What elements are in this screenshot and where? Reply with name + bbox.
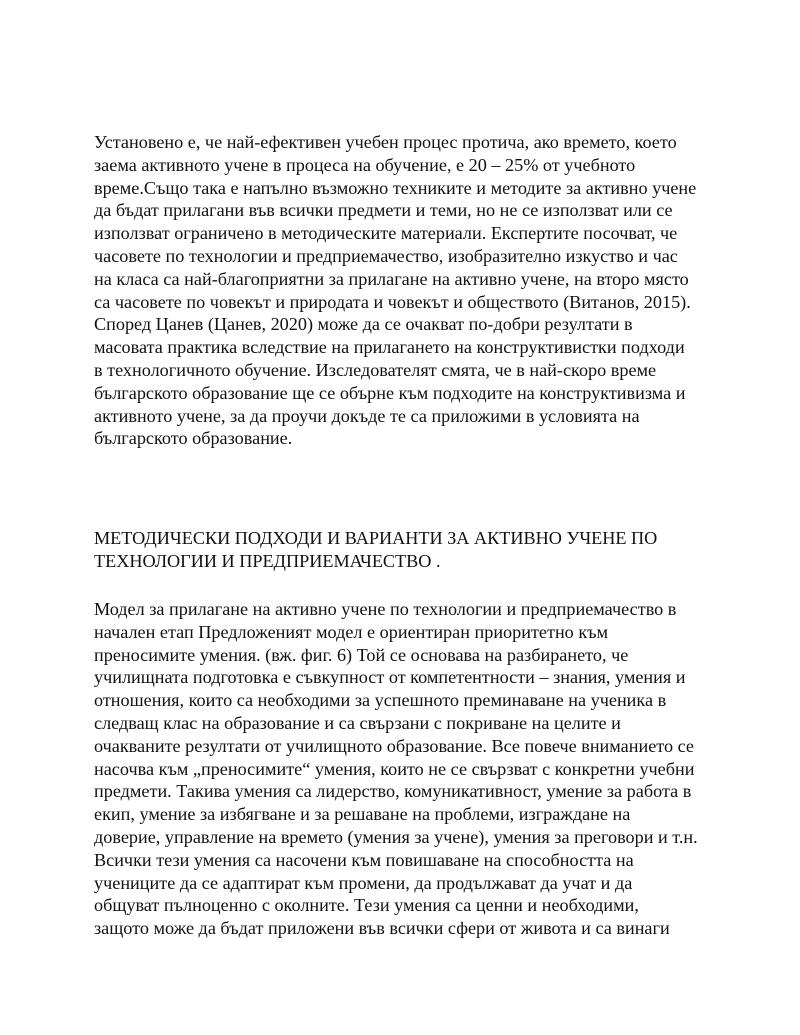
paragraph-active-learning <box>94 131 734 450</box>
paragraph-line: са часовете по човекът и природата и човекът и обществото (Витанов, 2015). <box>94 291 691 312</box>
paragraph-line: масовата практика вследствие на прилагането на конструктивистки подходи <box>94 337 685 358</box>
paragraph-line: учениците да се адаптират към промени, да продължават да учат и да <box>94 872 633 893</box>
paragraph-line: заема активното учене в процеса на обучение, е 20 – 25% от учебното <box>94 154 636 175</box>
paragraph-line: отношения, които са необходими за успешното преминаване на ученика в <box>94 690 667 711</box>
paragraph-line: на класа са най-благоприятни за прилагане на активно учене, на второ място <box>94 268 689 289</box>
paragraph-line: насочва към „преносимите“ умения, които не се свързват с конкретни учебни <box>94 758 695 779</box>
paragraph-line: време.Също така е напълно възможно техниките и методите за активно учене <box>94 177 697 198</box>
paragraph-line: начален етап Предложеният модел е ориентиран приоритетно към <box>94 621 609 642</box>
paragraph-line: да бъдат прилагани във всички предмети и теми, но не се използват или се <box>94 200 673 221</box>
paragraph-line: часовете по технологии и предприемачество, изобразително изкуство и час <box>94 245 678 266</box>
paragraph-line: защото може да бъдат приложени във всички сфери от живота и са винаги <box>94 918 670 939</box>
paragraph-line: доверие, управление на времето (умения за учене), умения за преговори и т.н. <box>94 826 698 847</box>
paragraph-line: Установено е, че най-ефективен учебен процес протича, ако времето, което <box>94 132 677 152</box>
heading-line: МЕТОДИЧЕСКИ ПОДХОДИ И ВАРИАНТИ ЗА АКТИВНО УЧЕНЕ ПО <box>94 528 658 548</box>
paragraph-model <box>94 598 734 940</box>
paragraph-line: българското образование. <box>94 428 293 449</box>
paragraph-line: активното учене, за да проучи докъде те са приложими в условията на <box>94 405 640 426</box>
paragraph-line: Модел за прилагане на активно учене по технологии и предприемачество в <box>94 599 677 619</box>
heading-line: ТЕХНОЛОГИИ И ПРЕДПРИЕМАЧЕСТВО . <box>94 550 441 571</box>
paragraph-line: Всички тези умения са насочени към повишаване на способността на <box>94 849 634 870</box>
paragraph-line: в технологичното обучение. Изследователят смята, че в най-скоро време <box>94 359 657 380</box>
paragraph-line: училищната подготовка е съвкупност от компетентности – знания, умения и <box>94 667 686 688</box>
paragraph-line: следващ клас на образование и са свързани с покриване на целите и <box>94 712 621 733</box>
paragraph-line: екип, умение за избягване и за решаване на проблеми, изграждане на <box>94 804 631 825</box>
paragraph-line: очакваните резултати от училищното образование. Все повече вниманието се <box>94 735 695 756</box>
paragraph-line: българското образование ще се обърне към подходите на конструктивизма и <box>94 382 686 403</box>
paragraph-line: използват ограничено в методическите материали. Експертите посочват, че <box>94 223 678 244</box>
paragraph-line: преносимите умения. (вж. фиг. 6) Той се основава на разбирането, че <box>94 644 629 665</box>
paragraph-line: предмети. Такива умения са лидерство, комуникативност, умение за работа в <box>94 781 692 802</box>
paragraph-line: Според Цанев (Цанев, 2020) може да се очакват по-добри резултати в <box>94 314 633 335</box>
paragraph-line: общуват пълноценно с околните. Тези умения са ценни и необходими, <box>94 895 639 916</box>
section-heading <box>94 527 734 573</box>
